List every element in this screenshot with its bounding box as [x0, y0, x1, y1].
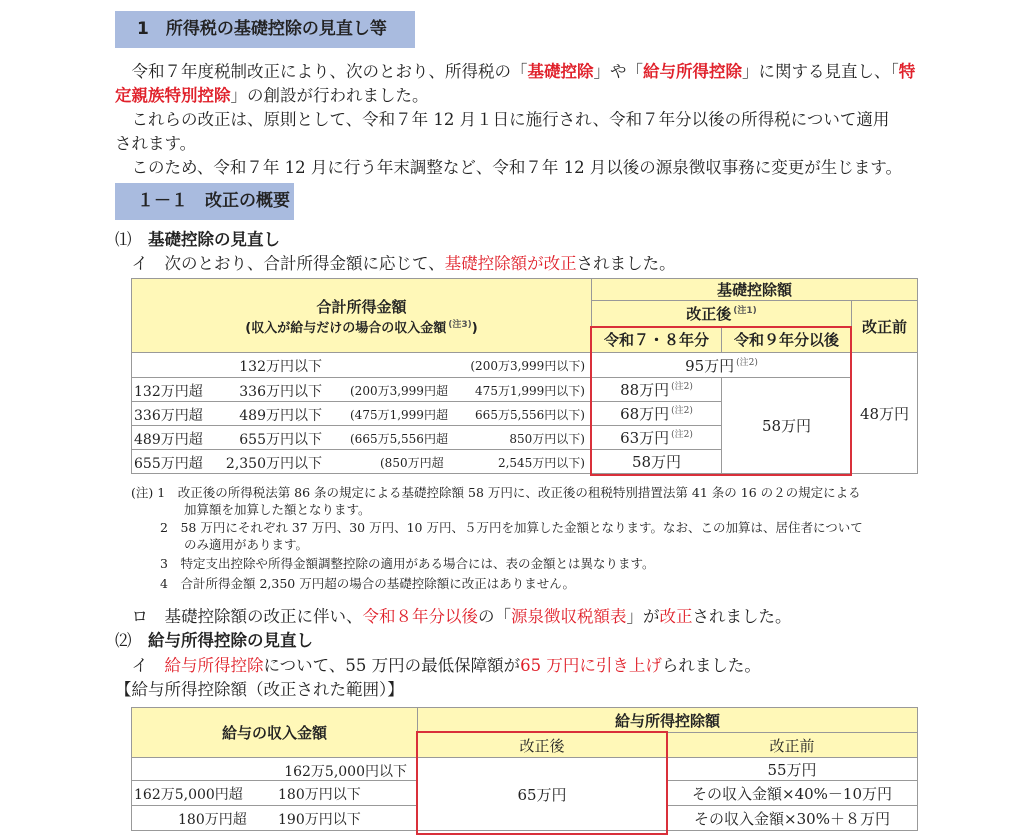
- value: 63万円: [620, 429, 670, 447]
- from: 655万円超: [134, 456, 203, 472]
- from: 132万円超: [134, 384, 203, 400]
- value: 58万円: [631, 453, 682, 471]
- sec1-title: [115, 228, 280, 252]
- to: 132万円以下: [239, 359, 322, 375]
- header-income-label: 合計所得金額: [316, 297, 407, 316]
- from: 489万円超: [134, 432, 203, 448]
- to: 2,350万円以下: [225, 456, 322, 472]
- note-ref: (注2): [671, 406, 693, 416]
- highlight-kyuyo: 給与所得控除: [643, 62, 742, 81]
- note-ref: (注2): [671, 382, 693, 392]
- highlight-box-after-salary: [416, 731, 668, 835]
- sec-title: 基礎控除の見直し: [148, 230, 280, 249]
- paren-from: (850万円超: [380, 456, 444, 470]
- intro-line-2: [115, 84, 429, 108]
- section-heading-1: 1 所得税の基礎控除の見直し等: [115, 11, 415, 48]
- before-cell: 55万円: [667, 758, 918, 781]
- note-text: 改正後の所得税法第 86 条の規定による基礎控除額 58 万円に、改正後の租税特別措置法第 41 条の 16 の２の規定による: [177, 485, 861, 500]
- text: ロ 基礎控除額の改正に伴い、: [115, 607, 363, 626]
- text: イ 次のとおり、合計所得金額に応じて、: [115, 254, 445, 273]
- note-2-cont: のみ適用があります。: [184, 537, 309, 552]
- to: 180万円以下: [278, 787, 361, 803]
- note-label: 3: [160, 556, 168, 571]
- income-cell: [132, 378, 592, 402]
- note-text: 特定支出控除や所得金額調整控除の適用がある場合には、表の金額とは異なります。: [180, 556, 655, 571]
- salary-cell: [132, 781, 418, 806]
- from: 162万5,000円超: [134, 787, 243, 803]
- highlight: 基礎控除額が改正: [444, 254, 577, 273]
- text: 」に関する見直し、「: [742, 62, 899, 81]
- note-1-cont: 加算額を加算した額となります。: [184, 502, 371, 517]
- header-income-sub: (収入が給与だけの場合の収入金額 $^{(注3)}$): [245, 319, 478, 336]
- note-text: 58 万円にそれぞれ 37 万円、30 万円、10 万円、５万円を加算した金額となります。なお、この加算は、居住者について: [180, 520, 863, 535]
- header-r9: 令和９年分以後: [722, 327, 852, 353]
- section-heading-2: １－１ 改正の概要: [115, 183, 294, 220]
- paren-to: 2,545万円以下): [497, 456, 585, 470]
- header-before: 改正前: [667, 733, 918, 758]
- note-text: 合計所得金額 2,350 万円超の場合の基礎控除額に改正はありません。: [180, 576, 575, 591]
- note-ref: (注2): [671, 430, 693, 440]
- paren-to: 665万5,556円以下): [475, 408, 585, 422]
- to: 190万円以下: [278, 812, 361, 828]
- highlight: 65 万円に引き上げ: [520, 656, 662, 675]
- income-cell: [132, 402, 592, 426]
- highlight: 改正: [659, 607, 693, 626]
- note-2: [160, 519, 863, 536]
- header-deduction: 給与所得控除額: [418, 708, 918, 733]
- note-4: [160, 575, 575, 592]
- note-label: 4: [160, 576, 168, 591]
- text: イ: [115, 656, 165, 675]
- paren-from: (200万3,999円超: [350, 384, 448, 398]
- to: 489万円以下: [239, 408, 322, 424]
- highlight: 令和８年分以後: [362, 607, 478, 626]
- intro-line-3: これらの改正は、原則として、令和７年 12 月１日に施行され、令和７年分以後の所得税について適用: [115, 110, 890, 129]
- table2-caption: 【給与所得控除額（改正された範囲）】: [115, 680, 404, 699]
- note-ref: (注1): [733, 306, 757, 316]
- text: の「: [478, 607, 511, 626]
- value: 95万円: [685, 356, 735, 375]
- to: 655万円以下: [239, 432, 322, 448]
- highlight-tokutei: 特: [898, 62, 916, 81]
- note-label: 2: [160, 520, 168, 535]
- sec2-title: [115, 629, 313, 653]
- to: 336万円以下: [239, 384, 322, 400]
- text: られました。: [661, 656, 761, 675]
- highlight: 給与所得控除: [164, 656, 264, 675]
- intro-line-4: されます。: [115, 134, 197, 153]
- income-cell: [132, 426, 592, 450]
- header-after: 改正後: [418, 733, 667, 758]
- text: 」の創設が行われました。: [230, 86, 429, 105]
- highlight-kiso: 基礎控除: [527, 62, 594, 81]
- item-ro: [115, 605, 792, 629]
- text: されました。: [576, 254, 676, 273]
- label: 改正後: [686, 305, 732, 323]
- text: 」が: [626, 607, 660, 626]
- note-ref: (注3): [448, 319, 472, 330]
- header-after: [592, 301, 852, 327]
- note-3: [160, 555, 654, 572]
- sec1-item-i: [115, 252, 676, 276]
- header-salary: 給与の収入金額: [132, 708, 418, 758]
- from: 180万円超: [178, 812, 247, 828]
- sec-num: ⑴: [115, 230, 132, 249]
- value: 88万円: [620, 381, 670, 399]
- before-cell: その収入金額×40%－10万円: [667, 781, 918, 806]
- text: 」や「: [593, 62, 643, 81]
- paren-from: (475万1,999円超: [350, 408, 448, 422]
- note-1: [131, 484, 861, 501]
- note-ref: (注2): [736, 357, 758, 368]
- salary-cell: [132, 806, 418, 831]
- r9-cell: 58万円: [722, 378, 852, 474]
- highlight-box-after: [590, 326, 852, 476]
- intro-line-5: このため、令和７年 12 月に行う年末調整など、令和７年 12 月以後の源泉徴収事務に変更が生じます。: [115, 158, 902, 177]
- paren-to: (200万3,999円以下): [470, 359, 585, 373]
- intro-line-1: [115, 60, 915, 84]
- to: 162万5,000円以下: [284, 764, 407, 780]
- header-before: 改正前: [852, 301, 918, 353]
- paren-to: 850万円以下): [509, 432, 585, 446]
- after-cell: 65万円: [418, 758, 667, 831]
- note-label: (注) 1: [131, 485, 166, 500]
- value: 68万円: [620, 405, 670, 423]
- header-income: [132, 279, 592, 353]
- highlight-tokutei-cont: 定親族特別控除: [115, 86, 231, 105]
- sec-title: 給与所得控除の見直し: [148, 631, 313, 650]
- sub-label: (収入が給与だけの場合の収入金額: [245, 320, 447, 336]
- text: 令和７年度税制改正により、次のとおり、所得税の「: [115, 62, 528, 81]
- paren-to: 475万1,999円以下): [475, 384, 585, 398]
- text: されました。: [692, 607, 792, 626]
- from: 336万円超: [134, 408, 203, 424]
- sec-num: ⑵: [115, 631, 132, 650]
- before-cell: 48万円: [852, 353, 918, 474]
- header-r78: 令和７・８年分: [592, 327, 722, 353]
- highlight: 源泉徴収税額表: [511, 607, 627, 626]
- text: について、55 万円の最低保障額が: [263, 656, 521, 675]
- header-deduction: 基礎控除額: [592, 279, 918, 301]
- salary-cell: [132, 758, 418, 781]
- income-cell: [132, 353, 592, 378]
- paren-from: (665万5,556円超: [350, 432, 448, 446]
- income-cell: [132, 450, 592, 474]
- sec2-item-i: [115, 654, 761, 678]
- before-cell: その収入金額×30%＋８万円: [667, 806, 918, 831]
